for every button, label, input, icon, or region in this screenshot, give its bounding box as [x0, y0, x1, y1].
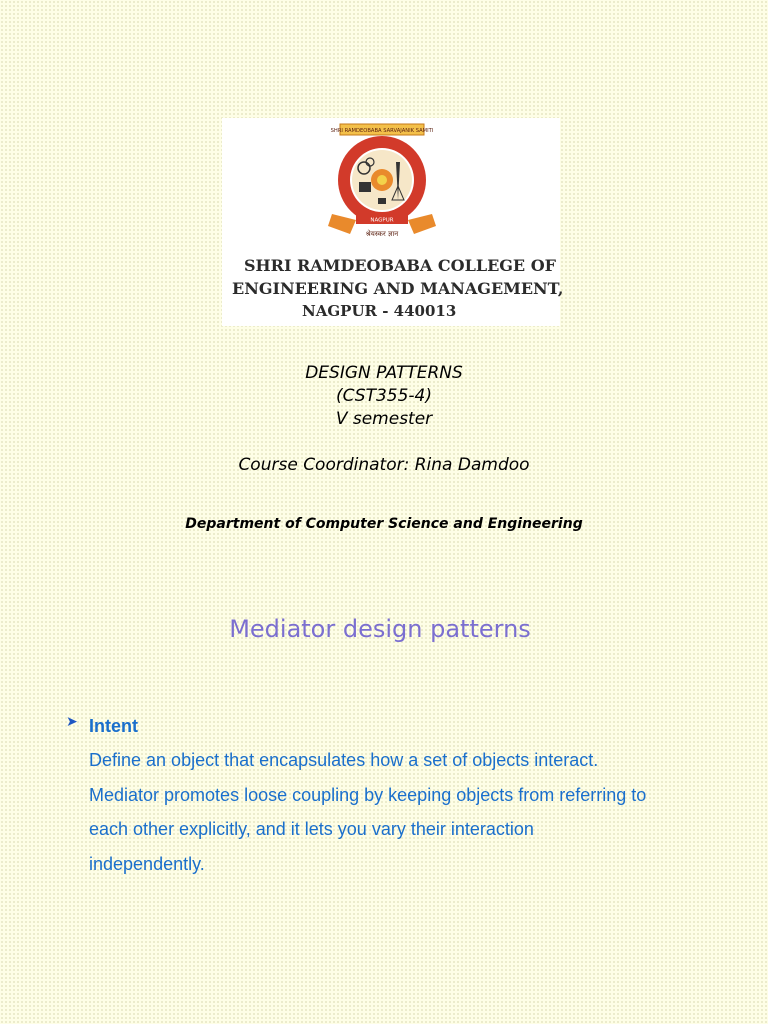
intent-line: Mediator promotes loose coupling by keeping objects from referring to [89, 785, 647, 805]
college-name-line1: SHRI RAMDEOBABA COLLEGE OF [244, 256, 556, 275]
intent-heading: Intent [89, 716, 138, 736]
course-code: (CST355-4) [335, 386, 433, 406]
intent-line: each other explicitly, and it lets you vary their interaction [89, 819, 534, 839]
college-seal-icon [326, 122, 438, 242]
page-title: Mediator design patterns [229, 615, 531, 643]
course-coordinator: Course Coordinator: Rina Damdoo [238, 455, 530, 475]
intent-line: Define an object that encapsulates how a set of objects interact. [89, 750, 599, 770]
college-header [222, 118, 564, 326]
logo-top-text: SHRI RAMDEOBABA SARVAJANIK SAMITI [330, 128, 434, 134]
course-semester: V semester [335, 409, 433, 429]
logo-bottom-text: NAGPUR [370, 217, 394, 224]
logo-motto: श्रेयस्कर ज्ञान [365, 230, 399, 238]
course-title: DESIGN PATTERNS [305, 363, 463, 383]
college-address: NAGPUR - 440013 [302, 302, 457, 320]
department-name: Department of Computer Science and Engineering [185, 516, 583, 532]
college-name-line2: ENGINEERING AND MANAGEMENT, [232, 279, 564, 298]
arrow-bullet-icon: ➤ [66, 714, 78, 730]
intent-line: independently. [89, 854, 205, 874]
